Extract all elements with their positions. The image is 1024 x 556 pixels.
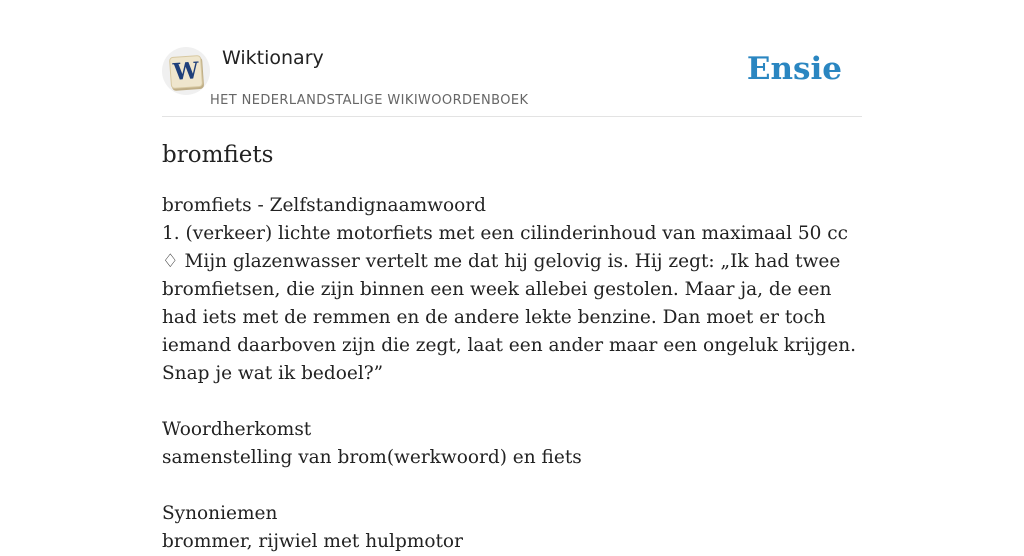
etymology-heading: Woordherkomst	[162, 419, 312, 440]
site-subtitle: HET NEDERLANDSTALIGE WIKIWOORDENBOEK	[210, 93, 529, 108]
entry-title: bromfiets	[162, 142, 274, 168]
spacer	[162, 388, 862, 416]
synonyms-heading: Synoniemen	[162, 503, 278, 524]
ensie-brand-link[interactable]: Ensie	[746, 51, 842, 87]
logo-tile-icon	[169, 55, 203, 89]
entry-heading-line: bromfiets - Zelfstandignaamwoord	[162, 195, 486, 216]
spacer	[162, 472, 862, 500]
site-header	[162, 40, 862, 117]
synonyms-text: brommer, rijwiel met hulpmotor	[162, 531, 463, 552]
entry-content	[162, 192, 862, 556]
entry-definition: 1. (verkeer) lichte motorfiets met een cilinderinhoud van maximaal 50 cc	[162, 223, 849, 244]
wiktionary-logo[interactable]	[162, 47, 210, 95]
logo-letter: W	[172, 57, 200, 86]
etymology-text: samenstelling van brom(werkwoord) en fiets	[162, 447, 582, 468]
entry-example: ♢ Mijn glazenwasser vertelt me dat hij gelovig is. Hij zegt: „Ik had twee bromfietsen, die zijn binnen een week allebei gestolen. Maar ja, de een had iets met de remmen en de andere lekte benzine. Dan moet er toch iemand daarboven zijn die zegt, laat een ander maar een ongeluk krijgen. Snap je wat ik bedoel?”	[162, 251, 857, 384]
site-title[interactable]: Wiktionary	[222, 47, 324, 69]
